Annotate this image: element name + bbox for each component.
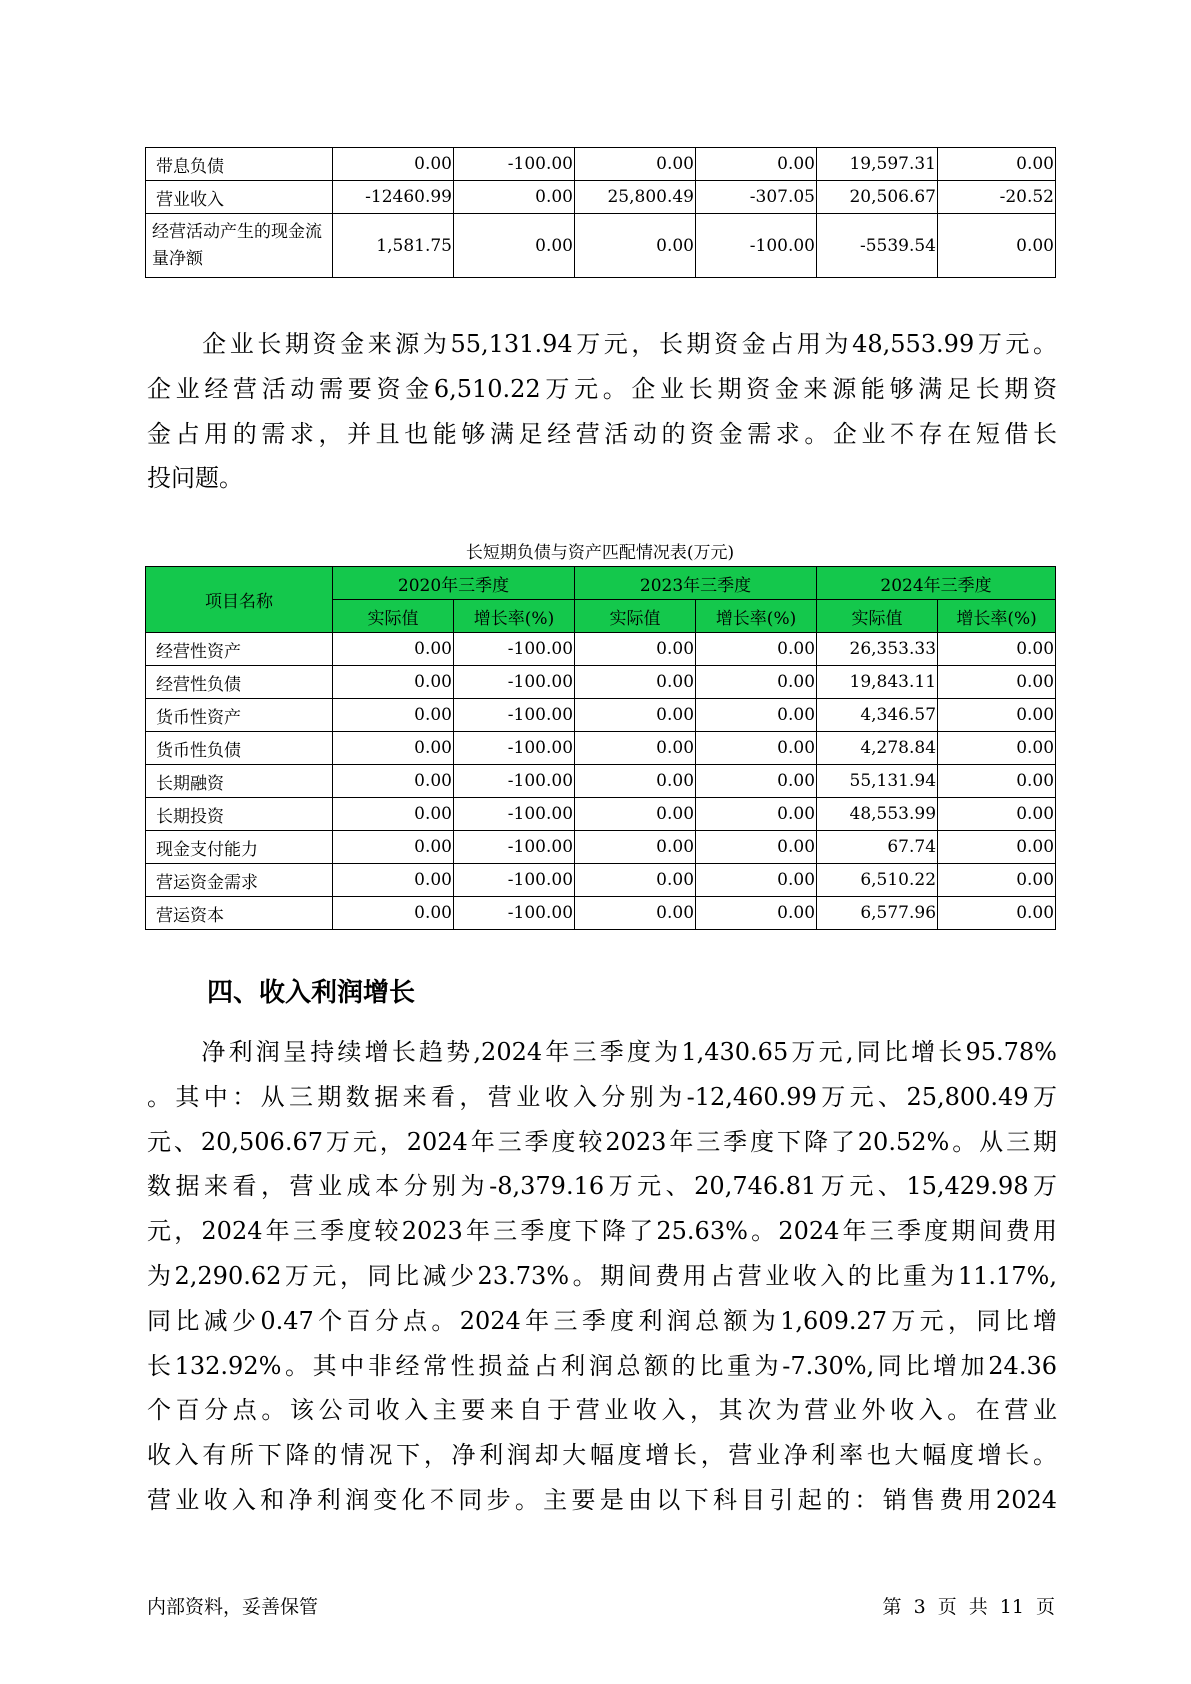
table-row bbox=[146, 831, 1056, 864]
table-cell: 0.00 bbox=[575, 214, 696, 278]
table-cell: 0.00 bbox=[575, 765, 696, 798]
table-cell: -100.00 bbox=[454, 699, 575, 732]
table-cell: 0.00 bbox=[938, 864, 1056, 897]
table-cell: 19,843.11 bbox=[817, 666, 938, 699]
paragraph-line: 金占用的需求，并且也能够满足经营活动的资金需求。企业不存在短借长 bbox=[147, 419, 1057, 448]
table-cell: 0.00 bbox=[333, 732, 454, 765]
table-cell: 0.00 bbox=[696, 732, 817, 765]
paragraph-line: 同比减少0.47个百分点。2024年三季度利润总额为1,609.27万元，同比增 bbox=[147, 1306, 1057, 1335]
table-cell: 0.00 bbox=[454, 214, 575, 278]
paragraph-line: 长132.92%。其中非经常性损益占利润总额的比重为-7.30%,同比增加24.36 bbox=[147, 1351, 1057, 1380]
table-row bbox=[146, 864, 1056, 897]
table-row bbox=[146, 181, 1056, 214]
paragraph-line: 元、20,506.67万元，2024年三季度较2023年三季度下降了20.52%。从三期 bbox=[147, 1127, 1057, 1156]
table-cell: 1,581.75 bbox=[333, 214, 454, 278]
column-header-item: 项目名称 bbox=[146, 567, 333, 633]
table-cell: 0.00 bbox=[696, 831, 817, 864]
table-cell: 20,506.67 bbox=[817, 181, 938, 214]
row-label: 经营性资产 bbox=[146, 633, 333, 666]
paragraph-line: 净利润呈持续增长趋势,2024年三季度为1,430.65万元,同比增长95.78% bbox=[147, 1038, 1057, 1066]
paragraph-line: 企业长期资金来源为55,131.94万元，长期资金占用为48,553.99万元。 bbox=[147, 330, 1057, 358]
row-label: 经营性负债 bbox=[146, 666, 333, 699]
page-number: 第 3 页 共 11 页 bbox=[882, 1596, 1055, 1618]
table-cell: -100.00 bbox=[454, 633, 575, 666]
table-cell: 0.00 bbox=[696, 864, 817, 897]
paragraph-income-profit bbox=[147, 1030, 1057, 1523]
table-cell: 0.00 bbox=[575, 148, 696, 181]
table-row bbox=[146, 732, 1056, 765]
row-label: 长期投资 bbox=[146, 798, 333, 831]
column-header-period: 2024年三季度 bbox=[817, 567, 1056, 600]
row-label: 货币性负债 bbox=[146, 732, 333, 765]
table-row bbox=[146, 798, 1056, 831]
table-cell: 0.00 bbox=[575, 831, 696, 864]
table-cell: 0.00 bbox=[333, 148, 454, 181]
table-cell: -100.00 bbox=[454, 732, 575, 765]
table-cell: -100.00 bbox=[454, 864, 575, 897]
section-heading: 四、收入利润增长 bbox=[207, 978, 416, 1008]
paragraph-line: 营业收入和净利润变化不同步。主要是由以下科目引起的：销售费用2024 bbox=[147, 1485, 1057, 1514]
row-label: 货币性资产 bbox=[146, 699, 333, 732]
paragraph-line: 数据来看，营业成本分别为-8,379.16万元、20,746.81万元、15,429.98万 bbox=[147, 1172, 1057, 1201]
row-label: 营业收入 bbox=[146, 181, 333, 214]
table-cell: 0.00 bbox=[938, 666, 1056, 699]
column-header-sub: 增长率(%) bbox=[696, 600, 817, 633]
table-cell: -100.00 bbox=[454, 148, 575, 181]
paragraph-long-term-funds bbox=[147, 322, 1057, 501]
table-cell: 0.00 bbox=[333, 897, 454, 930]
paragraph-line: 收入有所下降的情况下，净利润却大幅度增长，营业净利率也大幅度增长。 bbox=[147, 1441, 1057, 1470]
table-cell: 0.00 bbox=[333, 699, 454, 732]
column-header-sub: 实际值 bbox=[817, 600, 938, 633]
table-cell: 0.00 bbox=[696, 699, 817, 732]
table-row bbox=[146, 633, 1056, 666]
table-row bbox=[146, 666, 1056, 699]
table-cell: 0.00 bbox=[575, 897, 696, 930]
table-cell: -100.00 bbox=[454, 765, 575, 798]
table-cell: 6,510.22 bbox=[817, 864, 938, 897]
column-header-period: 2020年三季度 bbox=[333, 567, 575, 600]
table-cell: 0.00 bbox=[333, 765, 454, 798]
row-label: 带息负债 bbox=[146, 148, 333, 181]
table-cell: 6,577.96 bbox=[817, 897, 938, 930]
table-cell: 0.00 bbox=[333, 864, 454, 897]
table-cell: 0.00 bbox=[575, 732, 696, 765]
table-cell: 4,346.57 bbox=[817, 699, 938, 732]
table-cell: 55,131.94 bbox=[817, 765, 938, 798]
column-header-sub: 实际值 bbox=[575, 600, 696, 633]
table-cell: -100.00 bbox=[454, 666, 575, 699]
table-cell: 0.00 bbox=[696, 765, 817, 798]
table-cell: 0.00 bbox=[696, 798, 817, 831]
row-label: 现金支付能力 bbox=[146, 831, 333, 864]
paragraph-line: 投问题。 bbox=[147, 464, 243, 493]
table-cell: 0.00 bbox=[938, 214, 1056, 278]
table-cell: 0.00 bbox=[333, 633, 454, 666]
table-cell: 0.00 bbox=[938, 831, 1056, 864]
table-cell: 0.00 bbox=[938, 732, 1056, 765]
financial-indicator-table bbox=[145, 147, 1056, 278]
table-cell: 0.00 bbox=[696, 666, 817, 699]
table-cell: 0.00 bbox=[938, 798, 1056, 831]
paragraph-line: 为2,290.62万元，同比减少23.73%。期间费用占营业收入的比重为11.17%, bbox=[147, 1261, 1057, 1290]
row-label: 长期融资 bbox=[146, 765, 333, 798]
table-cell: 0.00 bbox=[938, 699, 1056, 732]
table-cell: -20.52 bbox=[938, 181, 1056, 214]
table-row bbox=[146, 148, 1056, 181]
table-row bbox=[146, 765, 1056, 798]
table-cell: 0.00 bbox=[938, 765, 1056, 798]
table-cell: 0.00 bbox=[938, 633, 1056, 666]
column-header-sub: 实际值 bbox=[333, 600, 454, 633]
table-cell: 0.00 bbox=[575, 633, 696, 666]
table-cell: 0.00 bbox=[696, 633, 817, 666]
table-cell: -100.00 bbox=[454, 897, 575, 930]
footer-confidential-note: 内部资料，妥善保管 bbox=[147, 1596, 319, 1618]
table-cell: -100.00 bbox=[454, 798, 575, 831]
table-caption: 长短期负债与资产匹配情况表(万元) bbox=[465, 543, 735, 563]
column-header-sub: 增长率(%) bbox=[938, 600, 1056, 633]
table-cell: 0.00 bbox=[454, 181, 575, 214]
table-cell: 0.00 bbox=[938, 148, 1056, 181]
table-cell: 0.00 bbox=[575, 864, 696, 897]
table-cell: 0.00 bbox=[696, 148, 817, 181]
debt-asset-matching-table bbox=[145, 566, 1056, 930]
table-row bbox=[146, 214, 1056, 278]
table-cell: 48,553.99 bbox=[817, 798, 938, 831]
table-cell: 0.00 bbox=[575, 699, 696, 732]
table-cell: 0.00 bbox=[575, 798, 696, 831]
table-cell: -100.00 bbox=[696, 214, 817, 278]
row-label: 营运资金需求 bbox=[146, 864, 333, 897]
table-cell: 0.00 bbox=[938, 897, 1056, 930]
table-cell: 67.74 bbox=[817, 831, 938, 864]
row-label: 营运资本 bbox=[146, 897, 333, 930]
table-cell: 0.00 bbox=[333, 831, 454, 864]
table-cell: -307.05 bbox=[696, 181, 817, 214]
paragraph-line: 。其中：从三期数据来看，营业收入分别为-12,460.99万元、25,800.49万 bbox=[147, 1082, 1057, 1111]
paragraph-line: 元，2024年三季度较2023年三季度下降了25.63%。2024年三季度期间费用 bbox=[147, 1217, 1057, 1246]
column-header-period: 2023年三季度 bbox=[575, 567, 817, 600]
row-label: 经营活动产生的现金流量净额 bbox=[146, 214, 333, 278]
column-header-sub: 增长率(%) bbox=[454, 600, 575, 633]
table-cell: 26,353.33 bbox=[817, 633, 938, 666]
paragraph-line: 个百分点。该公司收入主要来自于营业收入，其次为营业外收入。在营业 bbox=[147, 1396, 1057, 1425]
table-cell: 4,278.84 bbox=[817, 732, 938, 765]
table-cell: 0.00 bbox=[696, 897, 817, 930]
table-cell: 0.00 bbox=[333, 798, 454, 831]
table-cell: 0.00 bbox=[333, 666, 454, 699]
table-cell: 25,800.49 bbox=[575, 181, 696, 214]
paragraph-line: 企业经营活动需要资金6,510.22万元。企业长期资金来源能够满足长期资 bbox=[147, 374, 1057, 403]
table-cell: 0.00 bbox=[575, 666, 696, 699]
table-row bbox=[146, 897, 1056, 930]
table-cell: -5539.54 bbox=[817, 214, 938, 278]
table-row bbox=[146, 699, 1056, 732]
table-cell: -12460.99 bbox=[333, 181, 454, 214]
table-cell: 19,597.31 bbox=[817, 148, 938, 181]
table-cell: -100.00 bbox=[454, 831, 575, 864]
